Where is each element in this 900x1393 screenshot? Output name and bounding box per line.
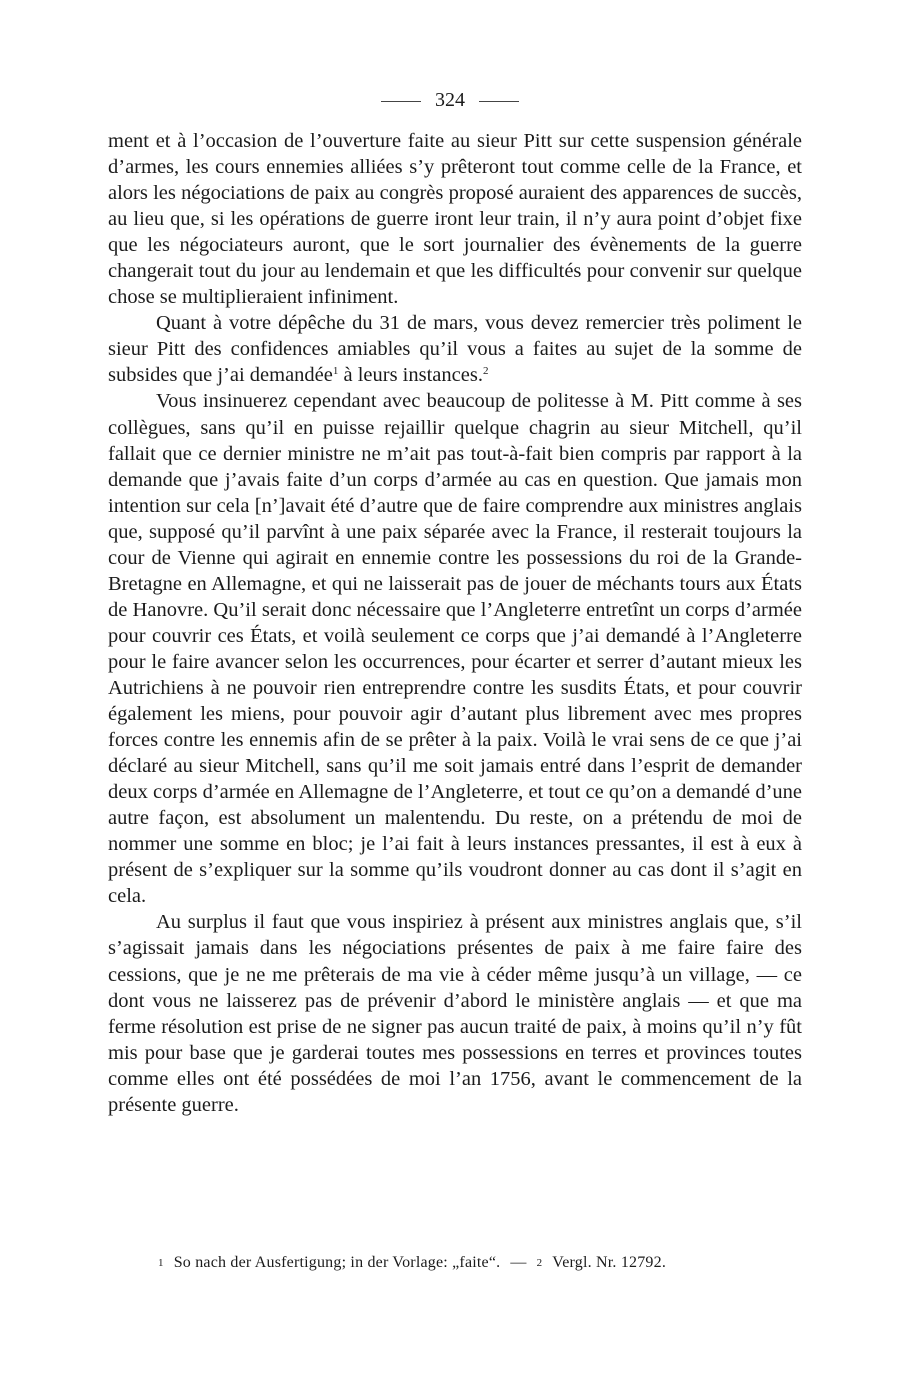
paragraph-2-text-b: à leurs instances.	[338, 364, 483, 387]
body-text	[108, 128, 802, 1118]
page-header	[0, 86, 900, 114]
footnote-2-text: Vergl. Nr. 12792.	[552, 1254, 667, 1271]
footnotes	[158, 1252, 808, 1274]
paragraph-1: ment et à l’occasion de l’ouverture faite au sieur Pitt sur cette suspension générale d’armes, les cours ennemies alliées s’y prêteront tout comme celle de la France, et alors les négociations de paix au congrès proposé auraient des apparences de succès, au lieu que, si les opérations de guerre iront leur train, il n’y aura point d’objet fixe que les négociateurs auront, que le sort journalier des évènements de la guerre changerait tout du jour au lendemain et que les difficultés pour convenir sur quelque chose se multiplieraient infiniment.	[108, 130, 802, 309]
footnote-separator: —	[510, 1254, 527, 1271]
header-rule-right	[479, 101, 519, 102]
header-rule-left	[381, 101, 421, 102]
footnote-1-text: So nach der Ausfertigung; in der Vorlage: „faite“.	[173, 1254, 501, 1271]
paragraph-2-text-a: Quant à votre dépêche du 31 de mars, vous devez remercier très poliment le sieur Pitt des confidences amiables qu’il vous a faites au sujet de la somme de subsides que j’ai demandée	[108, 312, 802, 387]
paragraph-3: Vous insinuerez cependant avec beaucoup de politesse à M. Pitt comme à ses collègues, sans qu’il en puisse rejaillir quelque chagrin au sieur Mitchell, qu’il fallait que ce dernier ministre ne m’ait pas tout-à-fait bien compris par rapport à la demande que j’avais faite d’un corps d’armée au cas en question. Que jamais mon intention sur cela [n’]avait été d’autre que de faire comprendre aux ministres anglais que, supposé qu’il parvînt à une paix séparée avec la France, il resterait toujours la cour de Vienne qui agirait en ennemie contre les possessions du roi de la Grande-Bretagne en Allemagne, et qui ne laisserait pas de jouer de méchants tours aux États de Hanovre. Qu’il serait donc nécessaire que l’Angleterre entretînt un corps d’armée pour couvrir ces États, et voilà seulement ce corps que j’ai demandé à l’Angleterre pour le faire avancer selon les occurrences, pour écarter et serrer d’autant mieux les Autrichiens à ne pouvoir rien entreprendre contre les susdits États, et pour couvrir également les miens, pour pouvoir agir d’autant plus librement avec mes propres forces contre les ennemis afin de se prêter à la paix. Voilà le vrai sens de ce que j’ai déclaré au sieur Mitchell, sans qu’il me soit jamais entré dans l’esprit de demander deux corps d’armée en Allemagne de l’Angleterre, et tout ce qu’on a demandé d’une autre façon, est absolument un malentendu. Du reste, on a prétendu de moi de nommer une somme en bloc; je l’ai fait à leurs instances pressantes, il est à eux à présent de s’expliquer sur la somme qu’ils voudront donner au cas dont il s’agit en cela.	[108, 390, 802, 908]
footnote-ref-1: 1	[332, 365, 339, 378]
page-number: 324	[435, 89, 465, 111]
footnote-2-marker: 2	[536, 1257, 543, 1269]
footnote-1-marker: 1	[158, 1257, 164, 1269]
footnote-ref-2: 2	[482, 365, 489, 378]
paragraph-4: Au surplus il faut que vous inspiriez à présent aux ministres anglais que, s’il s’agissait jamais dans les négociations présentes de paix à me faire faire des cessions, que je ne me prêterais de ma vie à céder même jusqu’à un village, — ce dont vous ne laisserez pas de prévenir d’abord le ministère anglais — et que ma ferme résolution est prise de ne signer pas aucun traité de paix, à moins qu’il n’y fût mis pour base que je garderai toutes mes possessions en terres et provinces toutes comme elles ont été possédées de moi l’an 1756, avant le commencement de la présente guerre.	[108, 911, 802, 1116]
paragraph-2	[108, 310, 802, 388]
